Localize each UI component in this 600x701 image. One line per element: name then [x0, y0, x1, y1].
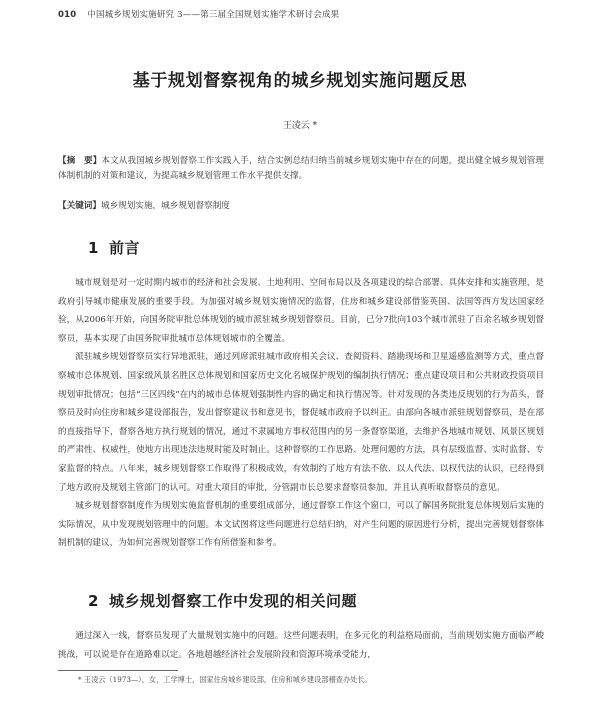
running-title: 中国城乡规划实施研究 3——第三届全国规划实施学术研讨会成果 — [87, 10, 340, 20]
abstract — [58, 154, 544, 184]
section-2-number: 2 — [88, 592, 99, 610]
page-number: 010 — [58, 10, 77, 20]
section-1-paragraph-2: 派驻城乡规划督察员实行异地派驻，通过列席派驻城市政府相关会议、查阅资料、踏勘现场和卫星遥感监测等方式，重点督察城市总体规划、国家级风景名胜区总体规划和国家历史文化名城保护规划的编制执行情况；重点建设项目和公共财政投资项目规划审批情况；包括“三区四线”在内的城市总体规划强制性内容的确定和执行情况等。针对发现的各类违反规划的行为苗头，督察员及时向住房和城乡建设部报告，发出督察建议书和意见书，督促城市政府予以纠正。由部向各城市派驻规划督察员，是在部的直接指导下，督察各地方执行规划的情况，通过不隶属地方事权范围内的另一条督察渠道，去维护各地城市规划、风景区规划的严肃性、权威性，使地方出现违法违规时能及时制止。这种督察的工作思路、处理问题的方法，具有层级监督、实时监督、专家监督的特点。八年来，城乡规划督察工作取得了积极成效，有效制约了地方有法不依、以人代法、以权代法的认识，已经得到了地方政府及规划主管部门的认可。对重大项目的审批，分管副市长总要求督察员参加，并且认真听取督察员的意见。 — [58, 352, 544, 493]
section-1-heading — [88, 237, 140, 258]
abstract-label: 【摘 要】 — [58, 156, 102, 166]
keywords-label: 【关键词】 — [58, 201, 101, 211]
running-header — [58, 8, 339, 20]
article-title: 基于规划督察视角的城乡规划实施问题反思 — [132, 71, 468, 91]
footnote-divider — [58, 670, 178, 671]
keywords-text: 城乡规划实施，城乡规划督察制度 — [100, 201, 230, 211]
section-2-body — [58, 627, 544, 664]
section-2-heading — [88, 590, 357, 611]
section-1-number: 1 — [88, 239, 99, 257]
author-name: 王凌云 * — [282, 121, 318, 131]
section-1-body — [58, 274, 544, 553]
keywords — [58, 199, 544, 211]
section-1-title: 前言 — [108, 239, 140, 257]
section-2-title: 城乡规划督察工作中发现的相关问题 — [108, 592, 357, 610]
section-1-paragraph-3: 城乡规划督察制度作为规划实施监督机制的重要组成部分，通过督察工作这个窗口，可以了解国务院批复总体规划后实施的实际情况，从中发现规划管理中的问题。本文试图将这些问题进行总结归纳，对产生问题的原因进行分析，提出完善规划督察体制机制的建议，为如何完善规划督察工作有所借鉴和参考。 — [58, 501, 544, 549]
abstract-text: 本文从我国城乡规划督察工作实践入手，结合实例总结归纳当前城乡规划实施中存在的问题，提出健全城乡规划管理体制机制的对策和建议，为提高城乡规划管理工作水平提供支撑。 — [58, 156, 544, 181]
author-footnote: * 王凌云（1973—），女，工学博士，国家住房城乡建设部，住房和城乡建设部稽查办处长。 — [78, 675, 372, 684]
section-2-paragraph-1: 通过深入一线，督察员发现了大量规划实施中的问题。这些问题表明，在多元化的利益格局面前，当前规划实施方面临严峻挑战，可以说是存在道路难以定。各地超越经济社会发展阶段和资源环境承受能力， — [58, 631, 544, 660]
section-1-paragraph-1: 城市规划是对一定时期内城市的经济和社会发展、土地利用、空间布局以及各项建设的综合部署、具体安排和实施管理，是政府引导城市健康发展的重要手段。为加强对城乡规划实施情况的监督，住房和城乡建设部借鉴英国、法国等西方发达国家经验，从2006年开始，向国务院审批总体规划的城市派驻城乡规划督察员。目前，已分7批向103个城市派驻了百余名城乡规划督察员，基本实现了由国务院审批城市总体规划城市的全覆盖。 — [58, 278, 544, 344]
